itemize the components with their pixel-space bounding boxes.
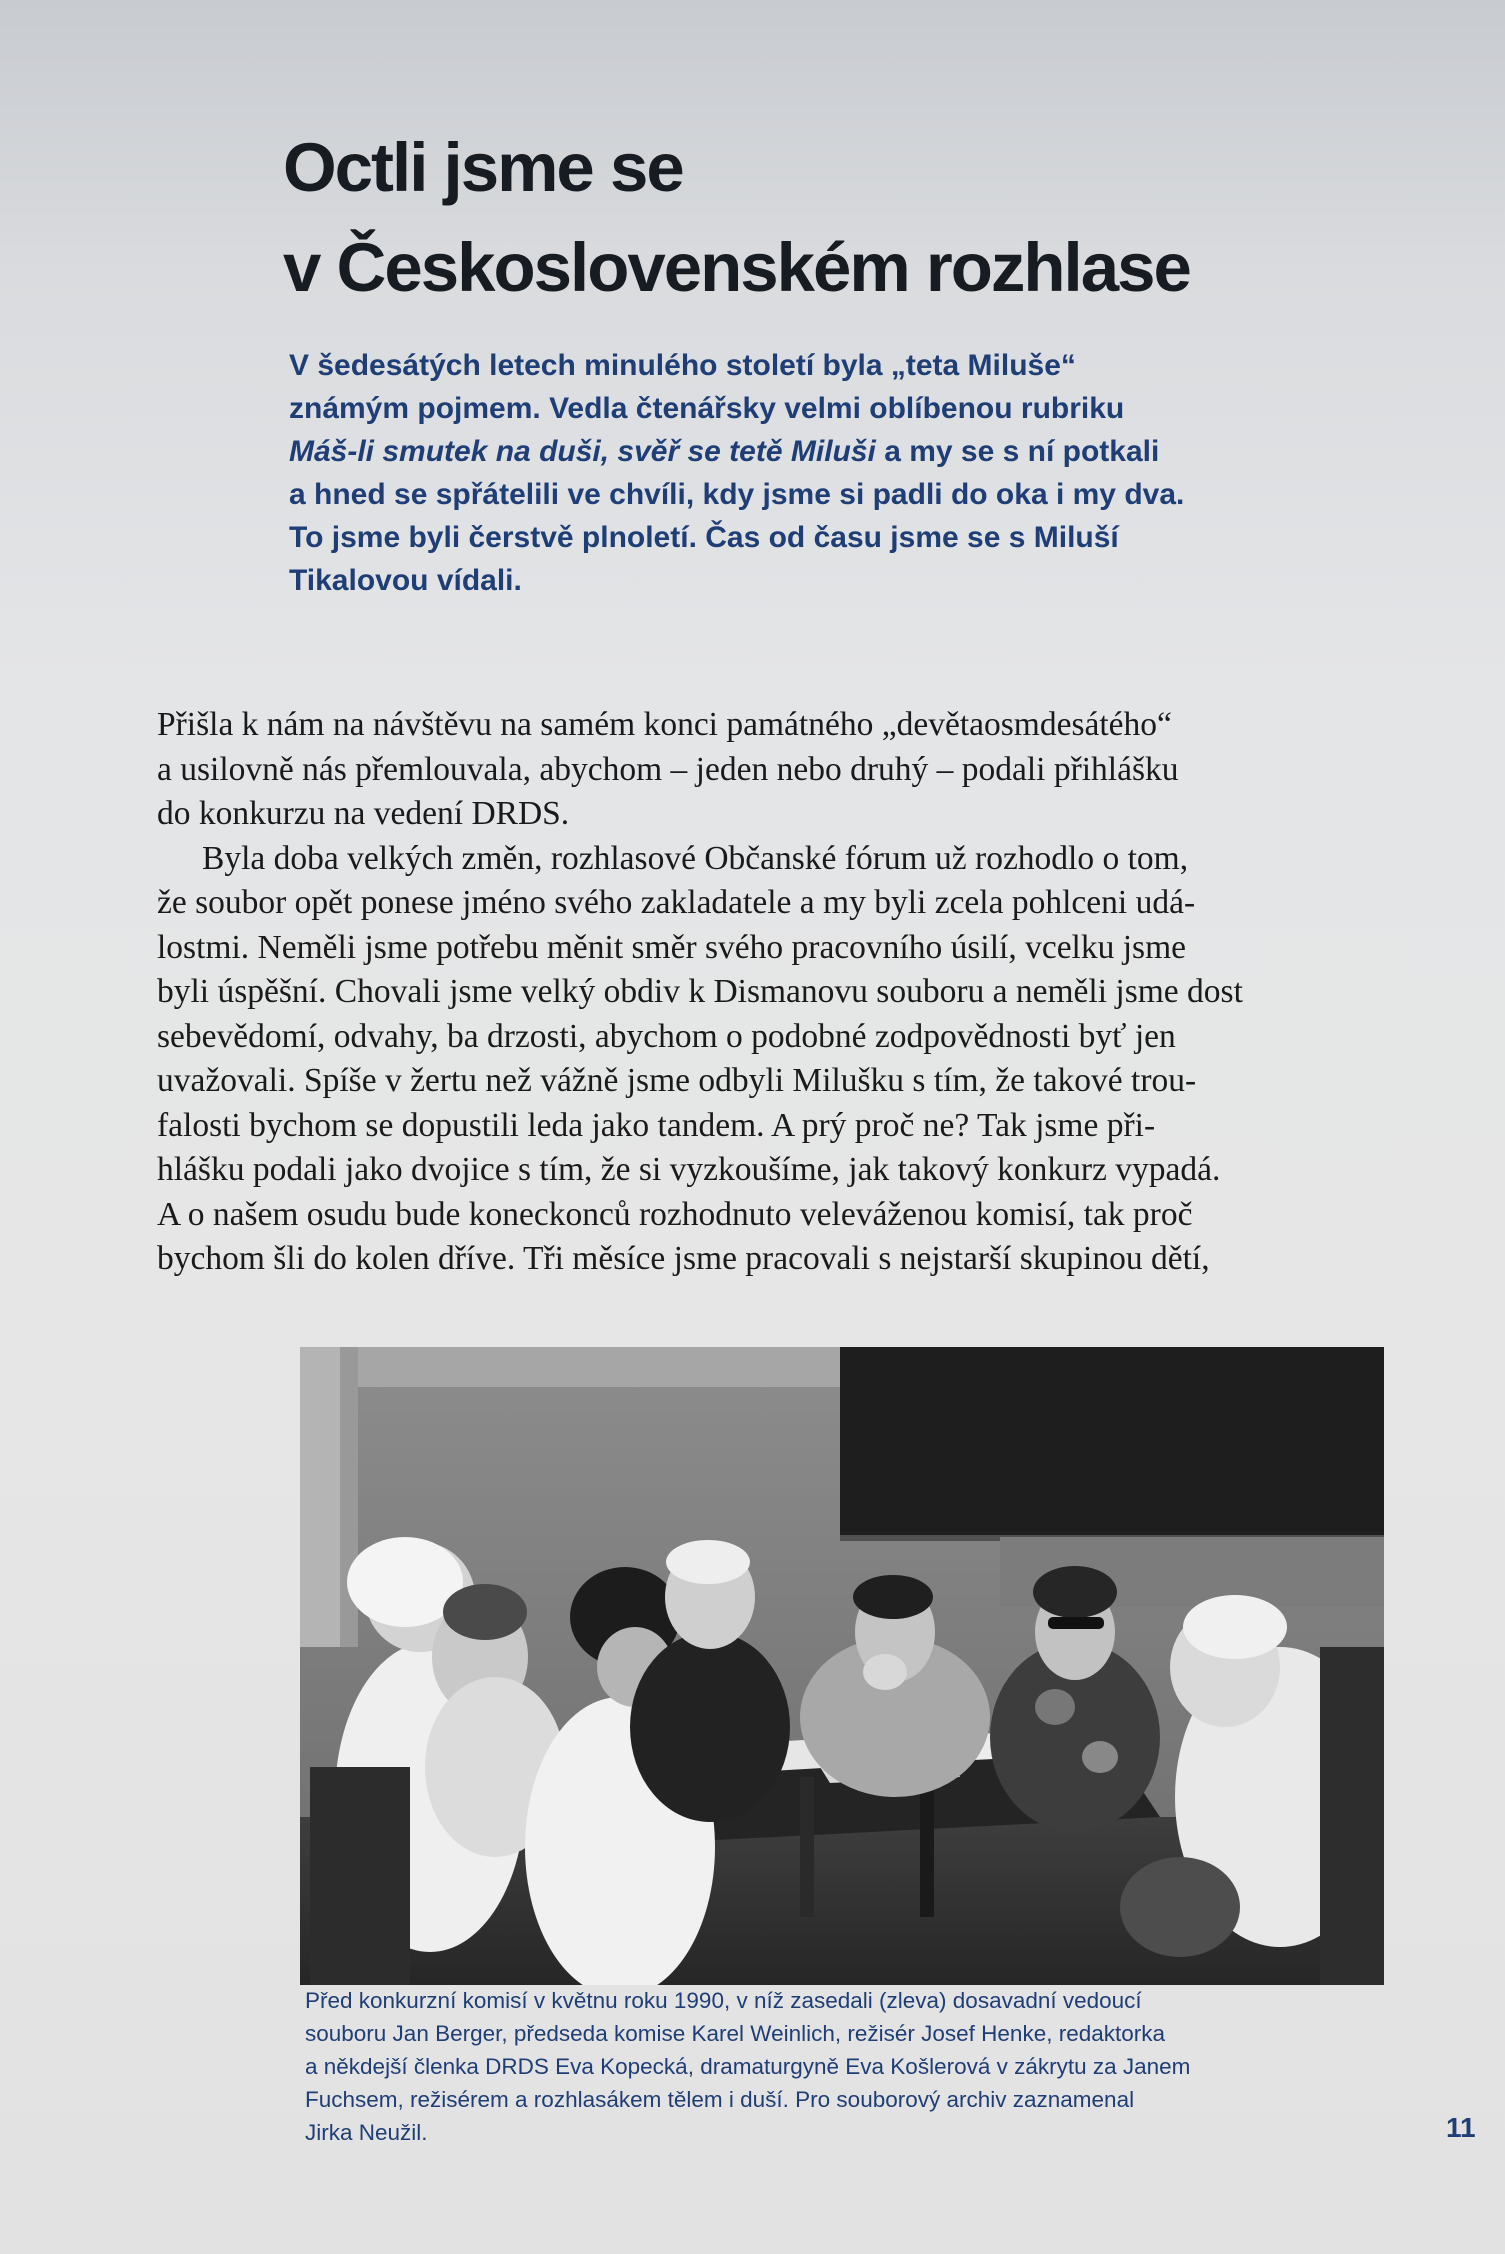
body-line: Byla doba velkých změn, rozhlasové Občanské fórum už rozhodlo o tom, (202, 839, 1189, 877)
caption-line-2: souboru Jan Berger, předseda komise Karel Weinlich, režisér Josef Henke, redaktorka (305, 2021, 1166, 2046)
body-line: bychom šli do kolen dříve. Tři měsíce jsme pracovali s nejstarší skupinou dětí, (157, 1240, 1210, 1277)
body-line: byli úspěšní. Chovali jsme velký obdiv k Dismanovu souboru a neměli jsme dost (157, 973, 1243, 1010)
lead-italic-rubric: Máš-li smutek na duši, svěř se tetě Miluši (289, 435, 876, 468)
body-line: hlášku podali jako dvojice s tím, že si vyzkoušíme, jak takový konkurz vypadá. (157, 1151, 1221, 1188)
body-line: lostmi. Neměli jsme potřebu měnit směr svého pracovního úsilí, vcelku jsme (157, 928, 1187, 966)
lead-line-1: V šedesátých letech minulého století byla „teta Miluše“ (289, 349, 1076, 382)
caption-line-1: Před konkurzní komisí v květnu roku 1990, v níž zasedali (zleva) dosavadní vedoucí (305, 1988, 1142, 2013)
committee-photo (300, 1347, 1384, 1985)
lead-line-5: To jsme byli čerstvě plnoletí. Čas od času jsme se s Miluší (289, 521, 1119, 554)
chapter-title (283, 118, 1433, 318)
body-text (157, 703, 1387, 1282)
committee-photo-illustration (300, 1347, 1384, 1985)
chapter-title-line-2: v Československém rozhlase (283, 229, 1190, 306)
chapter-title-line-1: Octli jsme se (283, 129, 683, 206)
lead-paragraph (289, 344, 1399, 602)
body-line: uvažovali. Spíše v žertu než vážně jsme odbyli Milušku s tím, že takové trou- (157, 1062, 1197, 1099)
lead-line-6: Tikalovou vídali. (289, 564, 522, 597)
body-line: že soubor opět ponese jméno svého zakladatele a my byli zcela pohlceni udá- (157, 884, 1196, 921)
lead-line-4: a hned se spřátelili ve chvíli, kdy jsme si padli do oka i my dva. (289, 478, 1185, 511)
lead-line-2: známým pojmem. Vedla čtenářsky velmi oblíbenou rubriku (289, 392, 1125, 425)
body-line: falosti bychom se dopustili leda jako tandem. A prý proč ne? Tak jsme při- (157, 1106, 1156, 1144)
photo-caption (305, 1984, 1445, 2149)
caption-line-4: Fuchsem, režisérem a rozhlasákem tělem i duší. Pro souborový archiv zaznamenal (305, 2087, 1135, 2112)
body-line: A o našem osudu bude koneckonců rozhodnuto veleváženou komisí, tak proč (157, 1195, 1193, 1233)
caption-line-5: Jirka Neužil. (305, 2120, 428, 2145)
lead-line-3-rest: a my se s ní potkali (875, 435, 1160, 468)
page-number: 11 (1446, 2112, 1476, 2143)
body-line: a usilovně nás přemlouvala, abychom – jeden nebo druhý – podali přihlášku (157, 750, 1179, 788)
body-line: do konkurzu na vedení DRDS. (157, 795, 570, 832)
lead-line-3 (289, 430, 1399, 473)
body-line: Přišla k nám na návštěvu na samém konci památného „devětaosmdesátého“ (157, 706, 1172, 743)
body-line: sebevědomí, odvahy, ba drzosti, abychom o podobné zodpovědnosti byť jen (157, 1017, 1176, 1055)
caption-line-3: a někdejší členka DRDS Eva Kopecká, dramaturgyně Eva Košlerová v zákrytu za Janem (305, 2054, 1191, 2079)
